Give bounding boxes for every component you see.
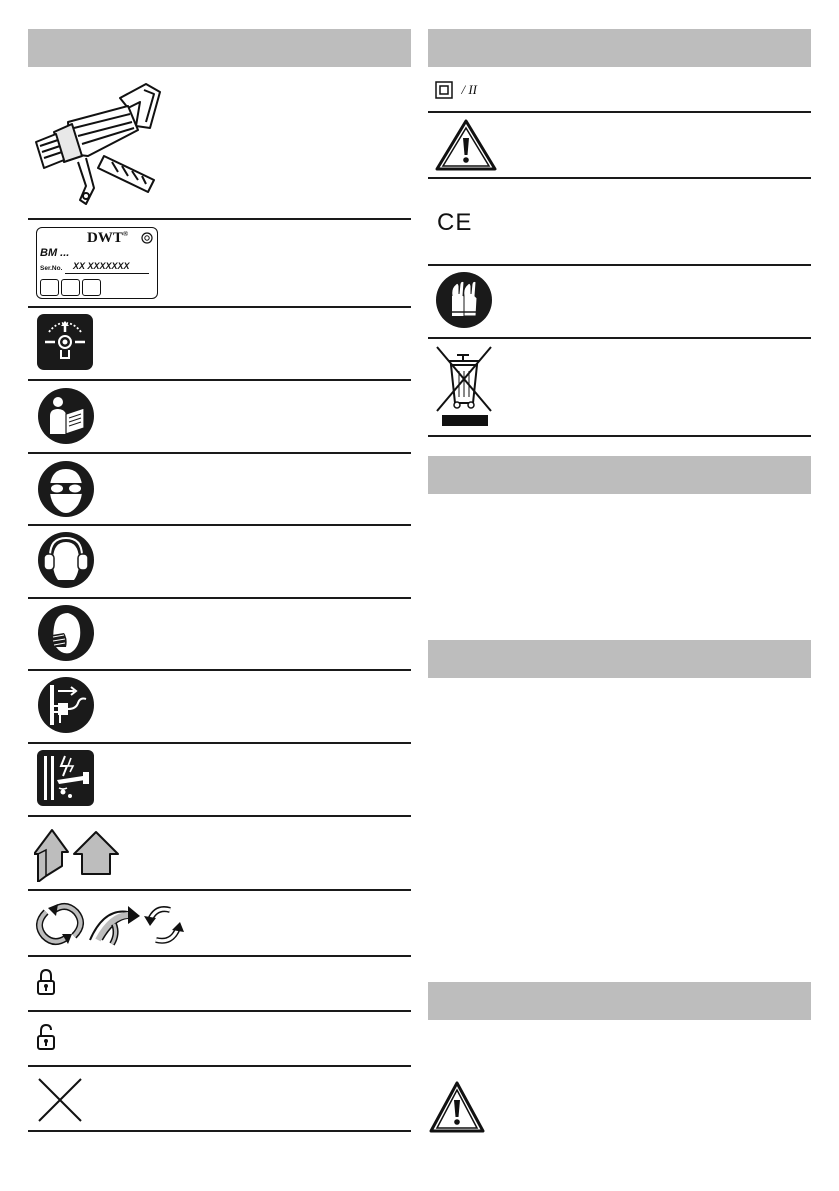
divider bbox=[28, 379, 411, 381]
wear-goggles-sign bbox=[38, 461, 94, 517]
rating-plate-model: BM ... bbox=[40, 247, 70, 259]
divider bbox=[28, 742, 411, 744]
rating-plate-serial-label: Ser.No. bbox=[40, 265, 63, 272]
crossed-out-wheelie-bin-icon bbox=[433, 343, 495, 429]
wear-gloves-sign bbox=[436, 272, 492, 328]
drill-machine-image bbox=[28, 76, 168, 214]
warning-triangle-icon bbox=[428, 1080, 486, 1134]
section-header-band-right bbox=[428, 982, 811, 1020]
hidden-wiring-warning-sign bbox=[37, 750, 94, 806]
wear-ear-protection-sign bbox=[38, 532, 94, 588]
divider bbox=[428, 111, 811, 113]
arrows-direction-icon bbox=[34, 826, 120, 882]
plate-cert-box bbox=[82, 279, 101, 296]
plate-cert-box bbox=[61, 279, 80, 296]
section-header-band-right bbox=[428, 456, 811, 494]
rating-plate bbox=[36, 227, 158, 299]
rotate-handle-sign bbox=[37, 314, 93, 370]
section-header-band-right bbox=[428, 640, 811, 678]
class-ii-symbol bbox=[435, 81, 477, 99]
rating-plate-brand: DWT® bbox=[87, 230, 129, 246]
divider bbox=[28, 1130, 411, 1132]
unplug-before-service-sign bbox=[38, 677, 94, 733]
divider bbox=[28, 1065, 411, 1067]
divider bbox=[28, 1010, 411, 1012]
divider bbox=[28, 306, 411, 308]
divider bbox=[28, 218, 411, 220]
rotation-direction-arrows-icon bbox=[32, 900, 188, 948]
divider bbox=[428, 337, 811, 339]
divider bbox=[28, 669, 411, 671]
divider bbox=[28, 955, 411, 957]
unlocked-padlock-icon bbox=[37, 1023, 55, 1051]
divider bbox=[428, 177, 811, 179]
locked-padlock-icon bbox=[37, 968, 55, 996]
class-ii-double-square-icon bbox=[435, 81, 453, 99]
ce-mark-icon: CE bbox=[437, 209, 473, 236]
prohibited-cross-icon bbox=[36, 1076, 84, 1124]
divider bbox=[28, 815, 411, 817]
plate-cert-box bbox=[40, 279, 59, 296]
divider bbox=[428, 435, 811, 437]
divider bbox=[28, 889, 411, 891]
rating-plate-serial-value: XX XXXXXXX bbox=[73, 261, 130, 271]
divider bbox=[28, 524, 411, 526]
divider bbox=[28, 597, 411, 599]
section-header-band-right bbox=[428, 29, 811, 67]
divider bbox=[428, 264, 811, 266]
read-manual-sign bbox=[38, 388, 94, 444]
wear-dust-mask-sign bbox=[38, 605, 94, 661]
brand-gear-icon bbox=[141, 232, 153, 244]
rating-plate-serial-box bbox=[65, 261, 149, 274]
class-ii-label: / II bbox=[461, 82, 477, 97]
warning-triangle-icon bbox=[434, 118, 498, 172]
section-header-band-left bbox=[28, 29, 411, 67]
divider bbox=[28, 452, 411, 454]
